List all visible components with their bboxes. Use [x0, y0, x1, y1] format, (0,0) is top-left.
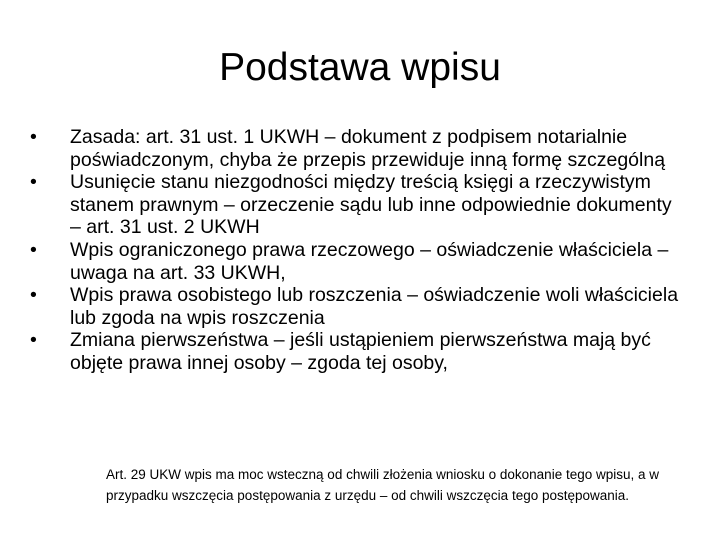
bullet-item-1 [30, 126, 680, 171]
slide-title: Podstawa wpisu [219, 46, 501, 89]
bullet-text: Usunięcie stanu niezgodności między treścią księgi a rzeczywistym stanem prawnym – orzeczenie sądu lub inne odpowiednie dokumenty – art. 31 ust. 2 UKWH [70, 171, 672, 239]
bullet-item-2 [30, 171, 680, 239]
bullet-list [30, 126, 680, 375]
bullet-text: Zmiana pierwszeństwa – jeśli ustąpieniem pierwszeństwa mają być objęte prawa innej osoby – zgoda tej osoby, [70, 329, 651, 374]
bullet-text: Wpis prawa osobistego lub roszczenia – oświadczenie woli właściciela lub zgoda na wpis roszczenia [70, 284, 679, 329]
bullet-item-5 [30, 329, 680, 374]
bullet-dot-icon: • [30, 238, 37, 261]
bullet-text: Wpis ograniczonego prawa rzeczowego – oświadczenie właściciela – uwaga na art. 33 UKWH, [70, 238, 669, 284]
bullet-dot-icon: • [30, 171, 37, 194]
bullet-dot-icon: • [30, 126, 37, 148]
footnote-article-29: Art. 29 UKW wpis ma moc wsteczną od chwili złożenia wniosku o dokonanie tego wpisu, a w przypadku wszczęcia postępowania z urzędu – od chwili wszczęcia tego postępowania. [106, 467, 659, 503]
bullet-item-4 [30, 284, 680, 329]
bullet-dot-icon: • [30, 329, 37, 352]
bullet-item-3 [30, 239, 680, 284]
bullet-dot-icon: • [30, 284, 37, 307]
bullet-text: Zasada: art. 31 ust. 1 UKWH – dokument z podpisem notarialnie poświadczonym, chyba że przepis przewiduje inną formę szczególną [70, 126, 666, 171]
